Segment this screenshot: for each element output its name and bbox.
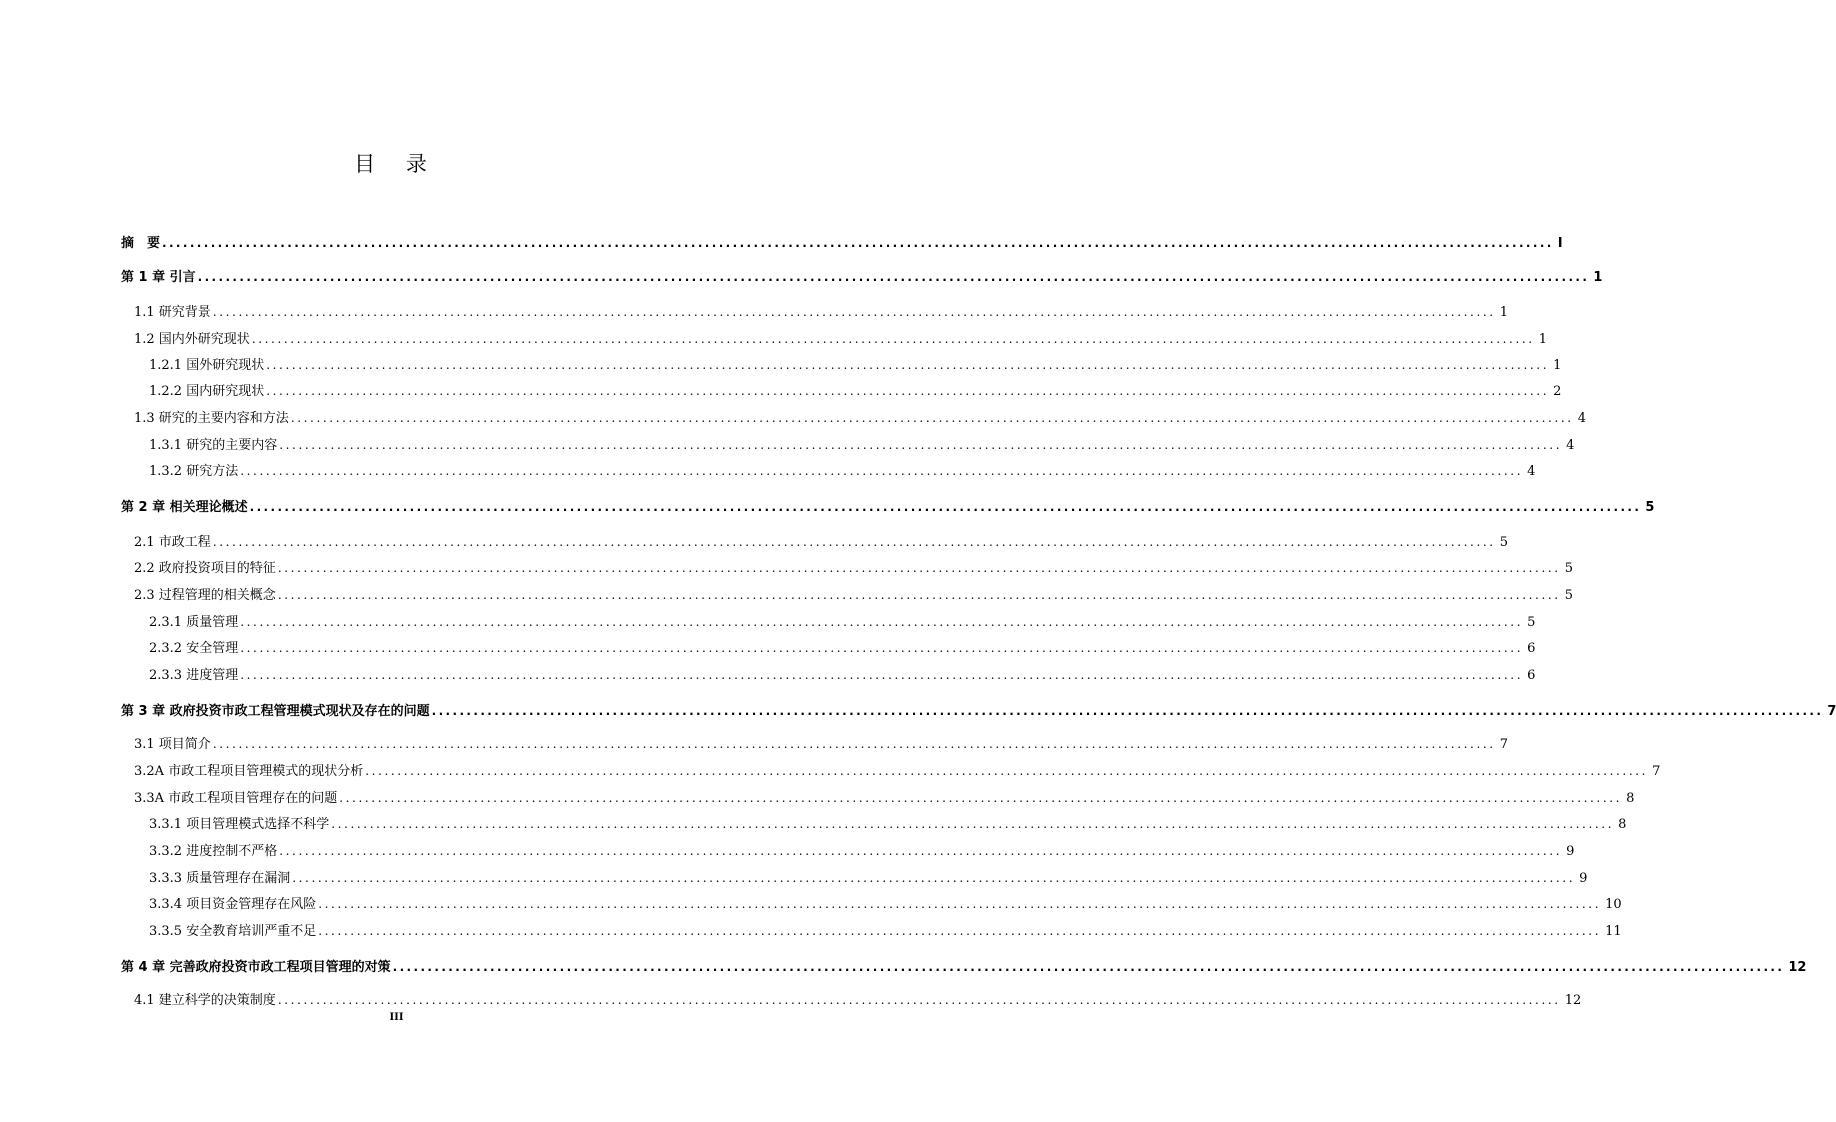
toc-entry-page: 1 — [1553, 358, 1562, 373]
toc-chapter-entry[interactable] — [121, 496, 1655, 518]
toc-dot-leader: ........................................................................................................................................................................................................ — [277, 561, 1561, 575]
toc-entry-title: 1.3.2 研究方法 — [149, 464, 239, 479]
toc-entry-page: 8 — [1618, 817, 1627, 832]
toc-entry-page: 5 — [1564, 561, 1573, 576]
toc-chapter-entry[interactable] — [121, 700, 1836, 722]
toc-section-entry[interactable] — [134, 531, 1508, 553]
toc-dot-leader: ........................................................................................................................................................................................................ — [292, 871, 1576, 885]
toc-entry-title: 第 4 章 完善政府投资市政工程项目管理的对策 — [121, 960, 391, 975]
toc-entry-title: 2.1 市政工程 — [134, 535, 211, 550]
toc-entry-page: 5 — [1645, 500, 1655, 515]
toc-subsection-entry[interactable] — [149, 893, 1622, 915]
toc-entry-page: 12 — [1788, 960, 1807, 975]
toc-dot-leader: ........................................................................................................................................................................................................ — [212, 535, 1496, 549]
toc-dot-leader: ........................................................................................................................................................................................................ — [279, 844, 1563, 858]
toc-entry-page: 7 — [1652, 764, 1661, 779]
toc-entry-title: 2.3.1 质量管理 — [149, 615, 239, 630]
toc-dot-leader: ........................................................................................................................................................................................................ — [339, 791, 1623, 805]
toc-entry-title: 1.1 研究背景 — [134, 305, 211, 320]
toc-subsection-entry[interactable] — [149, 460, 1536, 482]
toc-entry-title: 第 3 章 政府投资市政工程管理模式现状及存在的问题 — [121, 704, 430, 719]
toc-section-entry[interactable] — [134, 787, 1635, 809]
toc-entry-title: 3.3.5 安全教育培训严重不足 — [149, 924, 317, 939]
toc-section-entry[interactable] — [134, 557, 1573, 579]
toc-entry-page: 6 — [1527, 668, 1536, 683]
toc-entry-title: 摘 要 — [121, 236, 161, 251]
toc-subsection-entry[interactable] — [149, 434, 1575, 456]
toc-subsection-entry[interactable] — [149, 813, 1627, 835]
toc-dot-leader: ........................................................................................................................................................................................................ — [240, 641, 1524, 655]
toc-entry-title: 第 1 章 引言 — [121, 270, 196, 285]
toc-subsection-entry[interactable] — [149, 354, 1562, 376]
toc-dot-leader: ........................................................................................................................................................................................................ — [249, 500, 1642, 514]
toc-section-entry[interactable] — [134, 733, 1508, 755]
toc-entry-title: 2.2 政府投资项目的特征 — [134, 561, 276, 576]
toc-entry-page: 7 — [1499, 737, 1508, 752]
toc-entry-title: 1.2 国内外研究现状 — [134, 332, 250, 347]
toc-entry-title: 1.2.1 国外研究现状 — [149, 358, 265, 373]
toc-entry-title: 1.3 研究的主要内容和方法 — [134, 411, 289, 426]
toc-subsection-entry[interactable] — [149, 380, 1562, 402]
toc-entry-title: 3.3.3 质量管理存在漏洞 — [149, 871, 291, 886]
toc-subsection-entry[interactable] — [149, 664, 1536, 686]
toc-dot-leader: ........................................................................................................................................................................................................ — [290, 411, 1574, 425]
toc-entry-title: 1.2.2 国内研究现状 — [149, 384, 265, 399]
toc-dot-leader: ........................................................................................................................................................................................................ — [318, 924, 1602, 938]
toc-entry-title: 3.2A 市政工程项目管理模式的现状分析 — [134, 764, 364, 779]
toc-dot-leader: ........................................................................................................................................................................................................ — [431, 704, 1824, 718]
toc-dot-leader: ........................................................................................................................................................................................................ — [392, 960, 1785, 974]
toc-entry-title: 第 2 章 相关理论概述 — [121, 500, 248, 515]
toc-entry-page: 1 — [1499, 305, 1508, 320]
toc-entry-page: 4 — [1527, 464, 1536, 479]
toc-dot-leader: ........................................................................................................................................................................................................ — [365, 764, 1649, 778]
toc-section-entry[interactable] — [134, 989, 1582, 1011]
toc-entry-page: 8 — [1626, 791, 1635, 806]
toc-section-entry[interactable] — [134, 301, 1508, 323]
toc-dot-leader: ........................................................................................................................................................................................................ — [266, 384, 1550, 398]
toc-entry-page: 5 — [1564, 588, 1573, 603]
toc-entry-title: 2.3 过程管理的相关概念 — [134, 588, 276, 603]
toc-entry-title: 3.3.2 进度控制不严格 — [149, 844, 278, 859]
toc-entry-page: I — [1557, 236, 1563, 251]
toc-chapter-entry[interactable] — [121, 232, 1563, 254]
toc-dot-leader: ........................................................................................................................................................................................................ — [212, 737, 1496, 751]
toc-entry-title: 3.3.1 项目管理模式选择不科学 — [149, 817, 330, 832]
toc-dot-leader: ........................................................................................................................................................................................................ — [212, 305, 1496, 319]
toc-entry-title: 2.3.2 安全管理 — [149, 641, 239, 656]
toc-entry-title: 2.3.3 进度管理 — [149, 668, 239, 683]
toc-entry-title: 3.1 项目简介 — [134, 737, 211, 752]
toc-dot-leader: ........................................................................................................................................................................................................ — [162, 236, 1554, 250]
toc-dot-leader: ........................................................................................................................................................................................................ — [240, 615, 1524, 629]
toc-entry-page: 7 — [1827, 704, 1836, 719]
toc-dot-leader: ........................................................................................................................................................................................................ — [266, 358, 1550, 372]
toc-entry-page: 11 — [1605, 924, 1622, 939]
page-title: 目 录 — [354, 152, 439, 176]
toc-section-entry[interactable] — [134, 584, 1573, 606]
toc-subsection-entry[interactable] — [149, 867, 1588, 889]
toc-entry-title: 3.3A 市政工程项目管理存在的问题 — [134, 791, 338, 806]
toc-dot-leader: ........................................................................................................................................................................................................ — [277, 993, 1561, 1007]
toc-section-entry[interactable] — [134, 760, 1661, 782]
toc-dot-leader: ........................................................................................................................................................................................................ — [240, 464, 1524, 478]
toc-entry-title: 1.3.1 研究的主要内容 — [149, 438, 278, 453]
toc-chapter-entry[interactable] — [121, 266, 1603, 288]
toc-dot-leader: ........................................................................................................................................................................................................ — [331, 817, 1615, 831]
toc-dot-leader: ........................................................................................................................................................................................................ — [251, 332, 1535, 346]
toc-entry-page: 9 — [1579, 871, 1588, 886]
toc-dot-leader: ........................................................................................................................................................................................................ — [240, 668, 1524, 682]
toc-section-entry[interactable] — [134, 407, 1586, 429]
toc-subsection-entry[interactable] — [149, 637, 1536, 659]
toc-dot-leader: ........................................................................................................................................................................................................ — [318, 897, 1602, 911]
toc-entry-title: 3.3.4 项目资金管理存在风险 — [149, 897, 317, 912]
toc-entry-page: 5 — [1499, 535, 1508, 550]
toc-entry-page: 9 — [1566, 844, 1575, 859]
toc-chapter-entry[interactable] — [121, 956, 1807, 978]
page-number-footer: III — [389, 1012, 404, 1023]
toc-entry-page: 1 — [1593, 270, 1603, 285]
toc-dot-leader: ........................................................................................................................................................................................................ — [279, 438, 1563, 452]
toc-entry-page: 10 — [1605, 897, 1622, 912]
toc-subsection-entry[interactable] — [149, 611, 1536, 633]
toc-entry-page: 12 — [1564, 993, 1582, 1008]
toc-entry-page: 1 — [1538, 332, 1547, 347]
toc-subsection-entry[interactable] — [149, 840, 1575, 862]
toc-entry-page: 5 — [1527, 615, 1536, 630]
toc-entry-page: 4 — [1577, 411, 1586, 426]
toc-entry-page: 6 — [1527, 641, 1536, 656]
toc-section-entry[interactable] — [134, 328, 1547, 350]
toc-dot-leader: ........................................................................................................................................................................................................ — [277, 588, 1561, 602]
toc-dot-leader: ........................................................................................................................................................................................................ — [197, 270, 1590, 284]
toc-entry-page: 4 — [1566, 438, 1575, 453]
toc-subsection-entry[interactable] — [149, 920, 1622, 942]
toc-entry-title: 4.1 建立科学的决策制度 — [134, 993, 276, 1008]
toc-entry-page: 2 — [1553, 384, 1562, 399]
